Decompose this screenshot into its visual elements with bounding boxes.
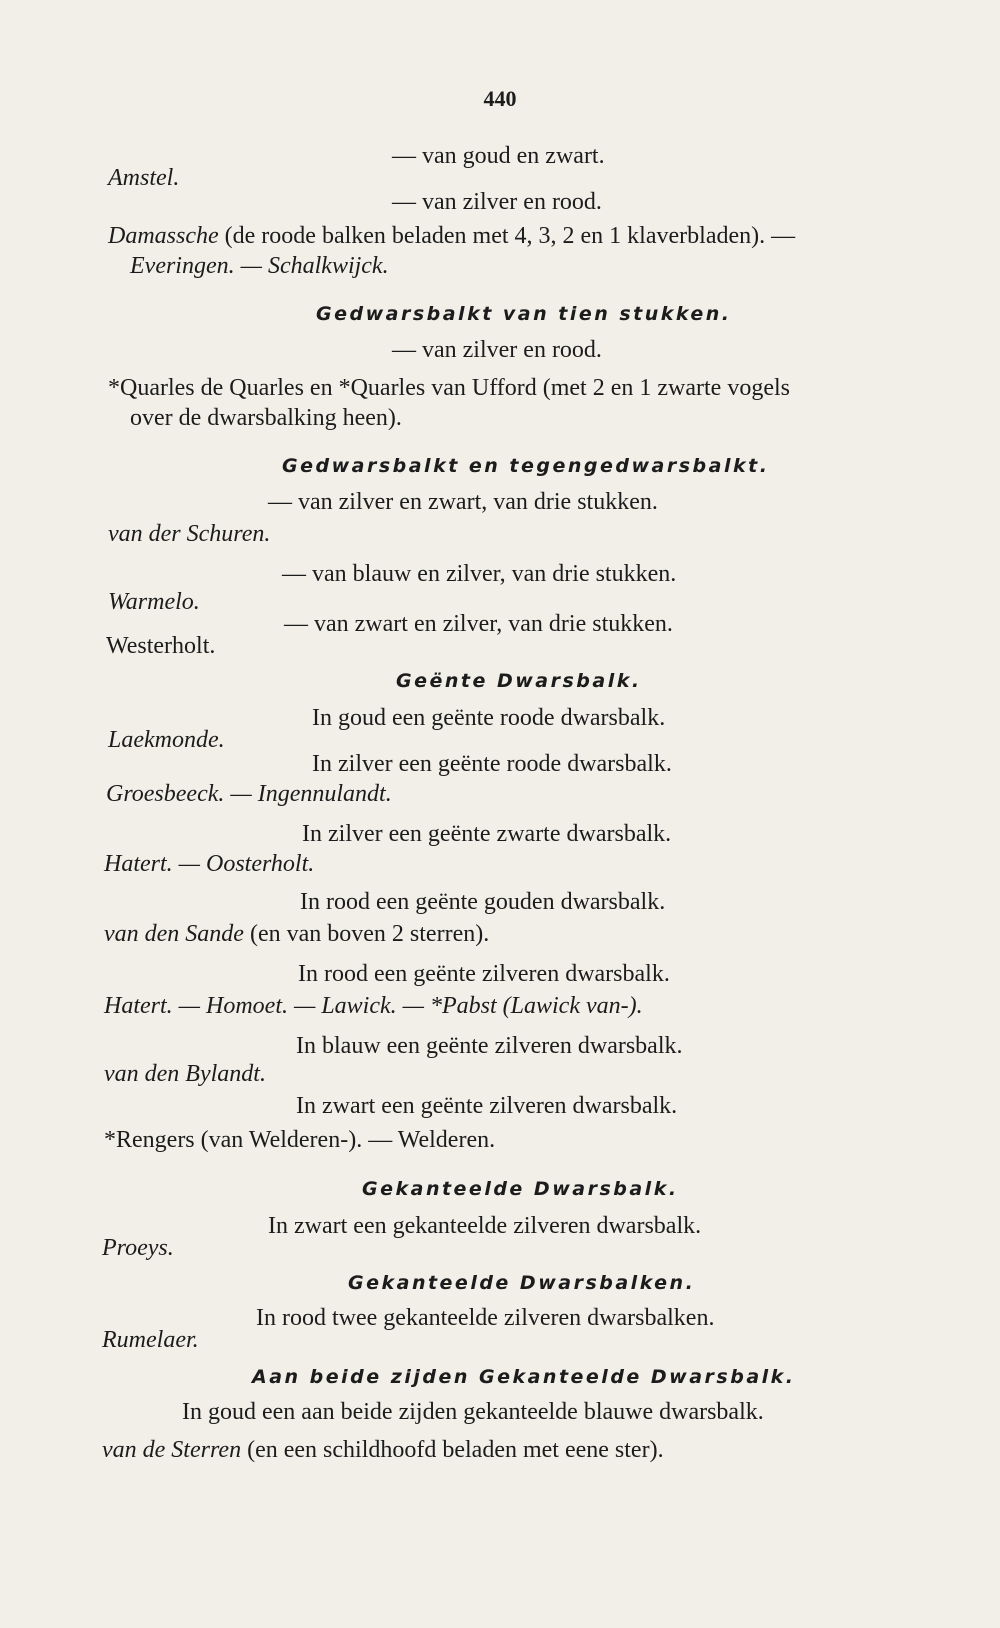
text-line: In rood een geënte zilveren dwarsbalk. [298,961,670,987]
name-line: Warmelo. [108,589,200,615]
text-line: over de dwarsbalking heen). [130,405,402,431]
text-line: In zwart een gekanteelde zilveren dwarsbalk. [268,1213,702,1239]
text-line: In goud een geënte roode dwarsbalk. [312,705,666,731]
family-note: (de roode balken beladen met 4, 3, 2 en 1 klaverbladen). — [224,223,796,249]
page-number: 440 [483,86,517,111]
name-line: Westerholt. [106,633,216,659]
text-line: In rood twee gekanteelde zilveren dwarsbalken. [256,1305,715,1331]
section-heading: Gekanteelde Dwarsbalken. [348,1272,696,1294]
text-line: In zwart een geënte zilveren dwarsbalk. [296,1093,678,1119]
text-line: — van zilver en rood. [392,189,602,215]
section-heading: Aan beide zijden Gekanteelde Dwarsbalk. [252,1366,796,1388]
section-heading: Gekanteelde Dwarsbalk. [362,1178,679,1200]
name-line: Amstel. [108,165,180,191]
name-line: Rumelaer. [102,1327,199,1353]
family-name: Damassche [108,223,219,249]
name-line: Everingen. — Schalkwijck. [130,253,389,279]
name-line: van der Schuren. [108,521,271,547]
text-line: — van goud en zwart. [392,143,605,169]
name-line: *Rengers (van Welderen-). — Welderen. [104,1127,496,1153]
text-line: — van blauw en zilver, van drie stukken. [282,561,677,587]
text-line: — van zilver en zwart, van drie stukken. [268,489,658,515]
family-name: van den Sande [104,921,244,947]
text-line: *Quarles de Quarles en *Quarles van Ufford (met 2 en 1 zwarte vogels [108,375,790,401]
section-heading: Gedwarsbalkt van tien stukken. [316,303,732,325]
text-line [104,920,489,948]
text-line [102,1436,664,1464]
text-line [108,222,795,250]
name-line: Proeys. [102,1235,174,1261]
family-name: van de Sterren [102,1437,242,1463]
family-note: (en een schildhoofd beladen met eene ster). [247,1437,664,1463]
text-line: In zilver een geënte zwarte dwarsbalk. [302,821,672,847]
section-heading: Geënte Dwarsbalk. [396,670,642,692]
text-line: In zilver een geënte roode dwarsbalk. [312,751,672,777]
name-line: Laekmonde. [108,727,225,753]
text-line: — van zilver en rood. [392,337,602,363]
name-line: van den Bylandt. [104,1061,266,1087]
section-heading: Gedwarsbalkt en tegengedwarsbalkt. [282,455,770,477]
family-note: (en van boven 2 sterren). [249,921,490,947]
name-line: Hatert. — Oosterholt. [104,851,315,877]
text-line: In blauw een geënte zilveren dwarsbalk. [296,1033,683,1059]
name-line: Hatert. — Homoet. — Lawick. — *Pabst (Lawick van-). [104,993,643,1019]
text-line: In rood een geënte gouden dwarsbalk. [300,889,666,915]
text-line: — van zwart en zilver, van drie stukken. [284,611,673,637]
text-line: In goud een aan beide zijden gekanteelde blauwe dwarsbalk. [182,1399,764,1425]
name-line: Groesbeeck. — Ingennulandt. [106,781,392,807]
